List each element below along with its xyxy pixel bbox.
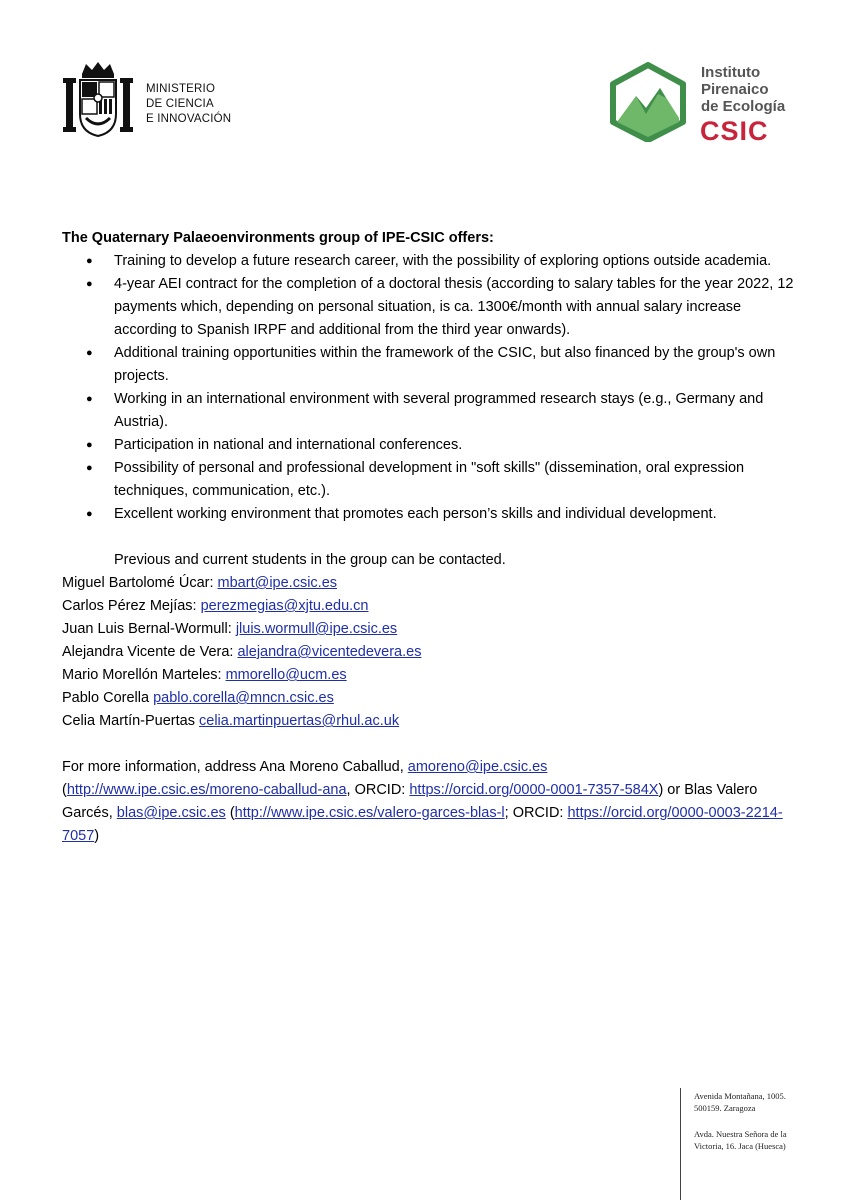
contact-row: Mario Morellón Marteles: mmorello@ucm.es [62, 667, 347, 683]
orcid-link-moreno[interactable]: https://orcid.org/0000-0001-7357-584X [409, 782, 659, 798]
offer-item: ● Working in an international environment with several programmed research stays (e.g., Germany and Austria). [62, 388, 802, 434]
url-link-valero[interactable]: http://www.ipe.csic.es/valero-garces-blas-l [234, 805, 505, 821]
letter-body [62, 227, 802, 848]
offer-item: ● Participation in national and international conferences. [62, 434, 802, 457]
contact-email-link[interactable]: mbart@ipe.csic.es [217, 575, 338, 591]
jaca-address: Avda. Nuestra Señora de la Victoria, 16. Jaca (Huesca) [694, 1129, 787, 1151]
institute-name-line1: Instituto [701, 64, 761, 81]
contact-email-link[interactable]: jluis.wormull@ipe.csic.es [235, 621, 398, 637]
offers-heading: The Quaternary Palaeoenvironments group of IPE-CSIC offers: [62, 230, 494, 246]
offers-list [62, 250, 802, 526]
contact-row: Miguel Bartolomé Úcar: mbart@ipe.csic.es [62, 575, 338, 591]
bullet-icon: ● [86, 255, 93, 267]
contact-row: Pablo Corella pablo.corella@mncn.csic.es [62, 690, 334, 706]
more-info-paragraph: For more information, address Ana Moreno Caballud, amoreno@ipe.csic.es (http://www.ipe.csic.es/moreno-caballud-ana, ORCID: https://orcid.org/0000-0001-7357-584X) or Blas Valero Garcés, blas@ipe.csic.es (http://www.ipe.csic.es/valero-garces-blas-l; ORCID: https://orcid.org/0000-0003-2214-7057) [62, 759, 783, 844]
contact-email-link[interactable]: celia.martinpuertas@rhul.ac.uk [199, 713, 400, 729]
institute-logo [608, 62, 808, 152]
contact-row: Juan Luis Bernal-Wormull: jluis.wormull@ipe.csic.es [62, 621, 398, 637]
contact-email-link[interactable]: alejandra@vicentedevera.es [237, 644, 422, 660]
institute-name-line3: de Ecología [701, 98, 786, 115]
offer-item: ● 4-year AEI contract for the completion of a doctoral thesis (according to salary tables for the year 2022, 12 payments which, depending on personal situation, is ca. 1300€/month with annual salary increase according to Spanish IRPF and additional from the third year onwards). [62, 273, 802, 342]
ministry-name-line1: MINISTERIO [146, 83, 216, 95]
mountain-logo-icon [608, 62, 688, 142]
bullet-icon: ● [86, 278, 93, 290]
contacts-list [62, 572, 802, 733]
contacts-intro: Previous and current students in the group can be contacted. [114, 552, 506, 568]
url-link-moreno[interactable]: http://www.ipe.csic.es/moreno-caballud-ana [66, 782, 347, 798]
orcid-link-valero[interactable]: https://orcid.org/0000-0003-2214-7057 [62, 805, 783, 844]
offer-item: ● Possibility of personal and professional development in "soft skills" (dissemination, oral expression techniques, communication, etc.). [62, 457, 802, 503]
contact-row: Alejandra Vicente de Vera: alejandra@vicentedevera.es [62, 644, 422, 660]
ministry-logo [60, 60, 260, 140]
bullet-icon: ● [86, 462, 93, 474]
offer-item: ● Excellent working environment that promotes each person’s skills and individual development. [62, 503, 802, 526]
bullet-icon: ● [86, 439, 93, 451]
ministry-name-line3: E INNOVACIÓN [146, 113, 232, 125]
bullet-icon: ● [86, 393, 93, 405]
offer-item: ● Training to develop a future research career, with the possibility of exploring options outside academia. [62, 250, 802, 273]
coat-of-arms-icon [60, 60, 136, 140]
bullet-icon: ● [86, 347, 93, 359]
offer-item: ● Additional training opportunities within the framework of the CSIC, but also financed by the group's own projects. [62, 342, 802, 388]
bullet-icon: ● [86, 508, 93, 520]
csic-wordmark: CSIC [700, 116, 769, 146]
contact-email-link[interactable]: pablo.corella@mncn.csic.es [153, 690, 334, 706]
email-link-moreno[interactable]: amoreno@ipe.csic.es [407, 759, 548, 775]
contact-row: Carlos Pérez Mejías: perezmegias@xjtu.edu.cn [62, 598, 369, 614]
contact-email-link[interactable]: perezmegias@xjtu.edu.cn [200, 598, 369, 614]
ministry-name-line2: DE CIENCIA [146, 98, 214, 110]
footer-address-block [680, 1088, 821, 1200]
institute-name-line2: Pirenaico [701, 81, 769, 98]
email-link-valero[interactable]: blas@ipe.csic.es [116, 805, 226, 821]
zaragoza-address: Avenida Montañana, 1005. 500159. Zaragoza [694, 1091, 786, 1113]
contact-row: Celia Martín-Puertas celia.martinpuertas@rhul.ac.uk [62, 713, 400, 729]
contact-email-link[interactable]: mmorello@ucm.es [225, 667, 347, 683]
